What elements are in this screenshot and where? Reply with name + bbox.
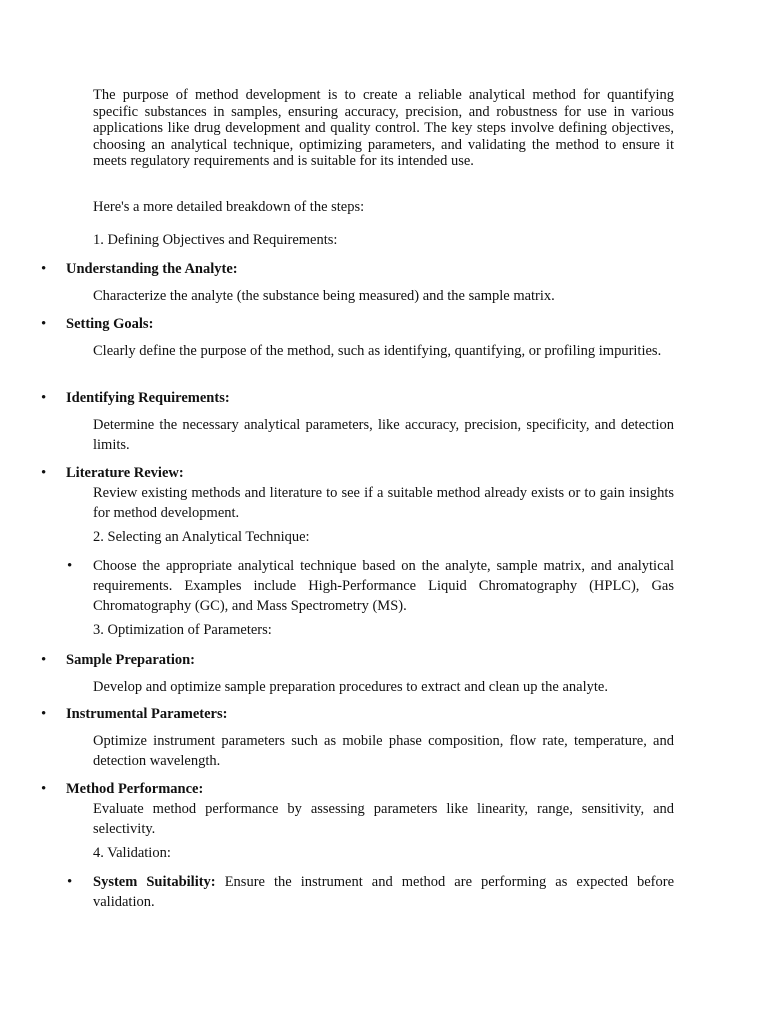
item-heading: System Suitability: <box>93 874 216 890</box>
bullet-icon: • <box>41 390 47 406</box>
item-text: Determine the necessary analytical parameters, like accuracy, precision, specificity, and detection limits. <box>93 417 674 453</box>
item-heading: Literature Review: <box>66 465 184 481</box>
bullet-icon: • <box>41 261 47 277</box>
item-text <box>93 872 674 912</box>
item-heading: Setting Goals: <box>66 316 154 332</box>
item-text: Clearly define the purpose of the method, such as identifying, quantifying, or profiling impurities. <box>93 343 662 359</box>
step4-title: 4. Validation: <box>93 845 171 861</box>
bullet-icon: • <box>67 874 73 890</box>
item-text: Choose the appropriate analytical technique based on the analyte, sample matrix, and analytical requirements. Examples include High-Performance Liquid Chromatography (HPLC), Gas Chromatography (GC), and Mass Spectrometry (MS). <box>93 558 674 614</box>
bullet-icon: • <box>41 706 47 722</box>
item-text: Develop and optimize sample preparation procedures to extract and clean up the analyte. <box>93 679 608 695</box>
item-text: Evaluate method performance by assessing parameters like linearity, range, sensitivity, and selectivity. <box>93 801 674 837</box>
item-text: Characterize the analyte (the substance being measured) and the sample matrix. <box>93 288 555 304</box>
item-heading: Instrumental Parameters: <box>66 706 228 722</box>
bullet-icon: • <box>67 558 73 574</box>
item-heading: Method Performance: <box>66 781 204 797</box>
bullet-icon: • <box>41 781 47 797</box>
item-heading: Sample Preparation: <box>66 652 196 668</box>
step2-title: 2. Selecting an Analytical Technique: <box>93 529 310 545</box>
intro-paragraph: The purpose of method development is to create a reliable analytical method for quantifying specific substances in samples, ensuring accuracy, precision, and robustness for use in various applications like drug development and quality control. The key steps involve defining objectives, choosing an analytical technique, optimizing parameters, and validating the method to ensure it meets regulatory requirements and is suitable for its intended use. <box>93 87 674 170</box>
item-text: Optimize instrument parameters such as mobile phase composition, flow rate, temperature, and detection wavelength. <box>93 733 674 769</box>
item-heading: Identifying Requirements: <box>66 390 230 406</box>
item-text: Review existing methods and literature to see if a suitable method already exists or to gain insights for method development. <box>93 485 674 521</box>
step3-title: 3. Optimization of Parameters: <box>93 622 272 638</box>
bullet-icon: • <box>41 652 47 668</box>
bullet-icon: • <box>41 465 47 481</box>
breakdown-intro: Here's a more detailed breakdown of the steps: <box>93 199 365 215</box>
item-heading: Understanding the Analyte: <box>66 261 238 277</box>
bullet-icon: • <box>41 316 47 332</box>
item-body: Ensure the instrument and method are performing as expected before validation. <box>93 874 675 910</box>
step1-title: 1. Defining Objectives and Requirements: <box>93 232 338 248</box>
